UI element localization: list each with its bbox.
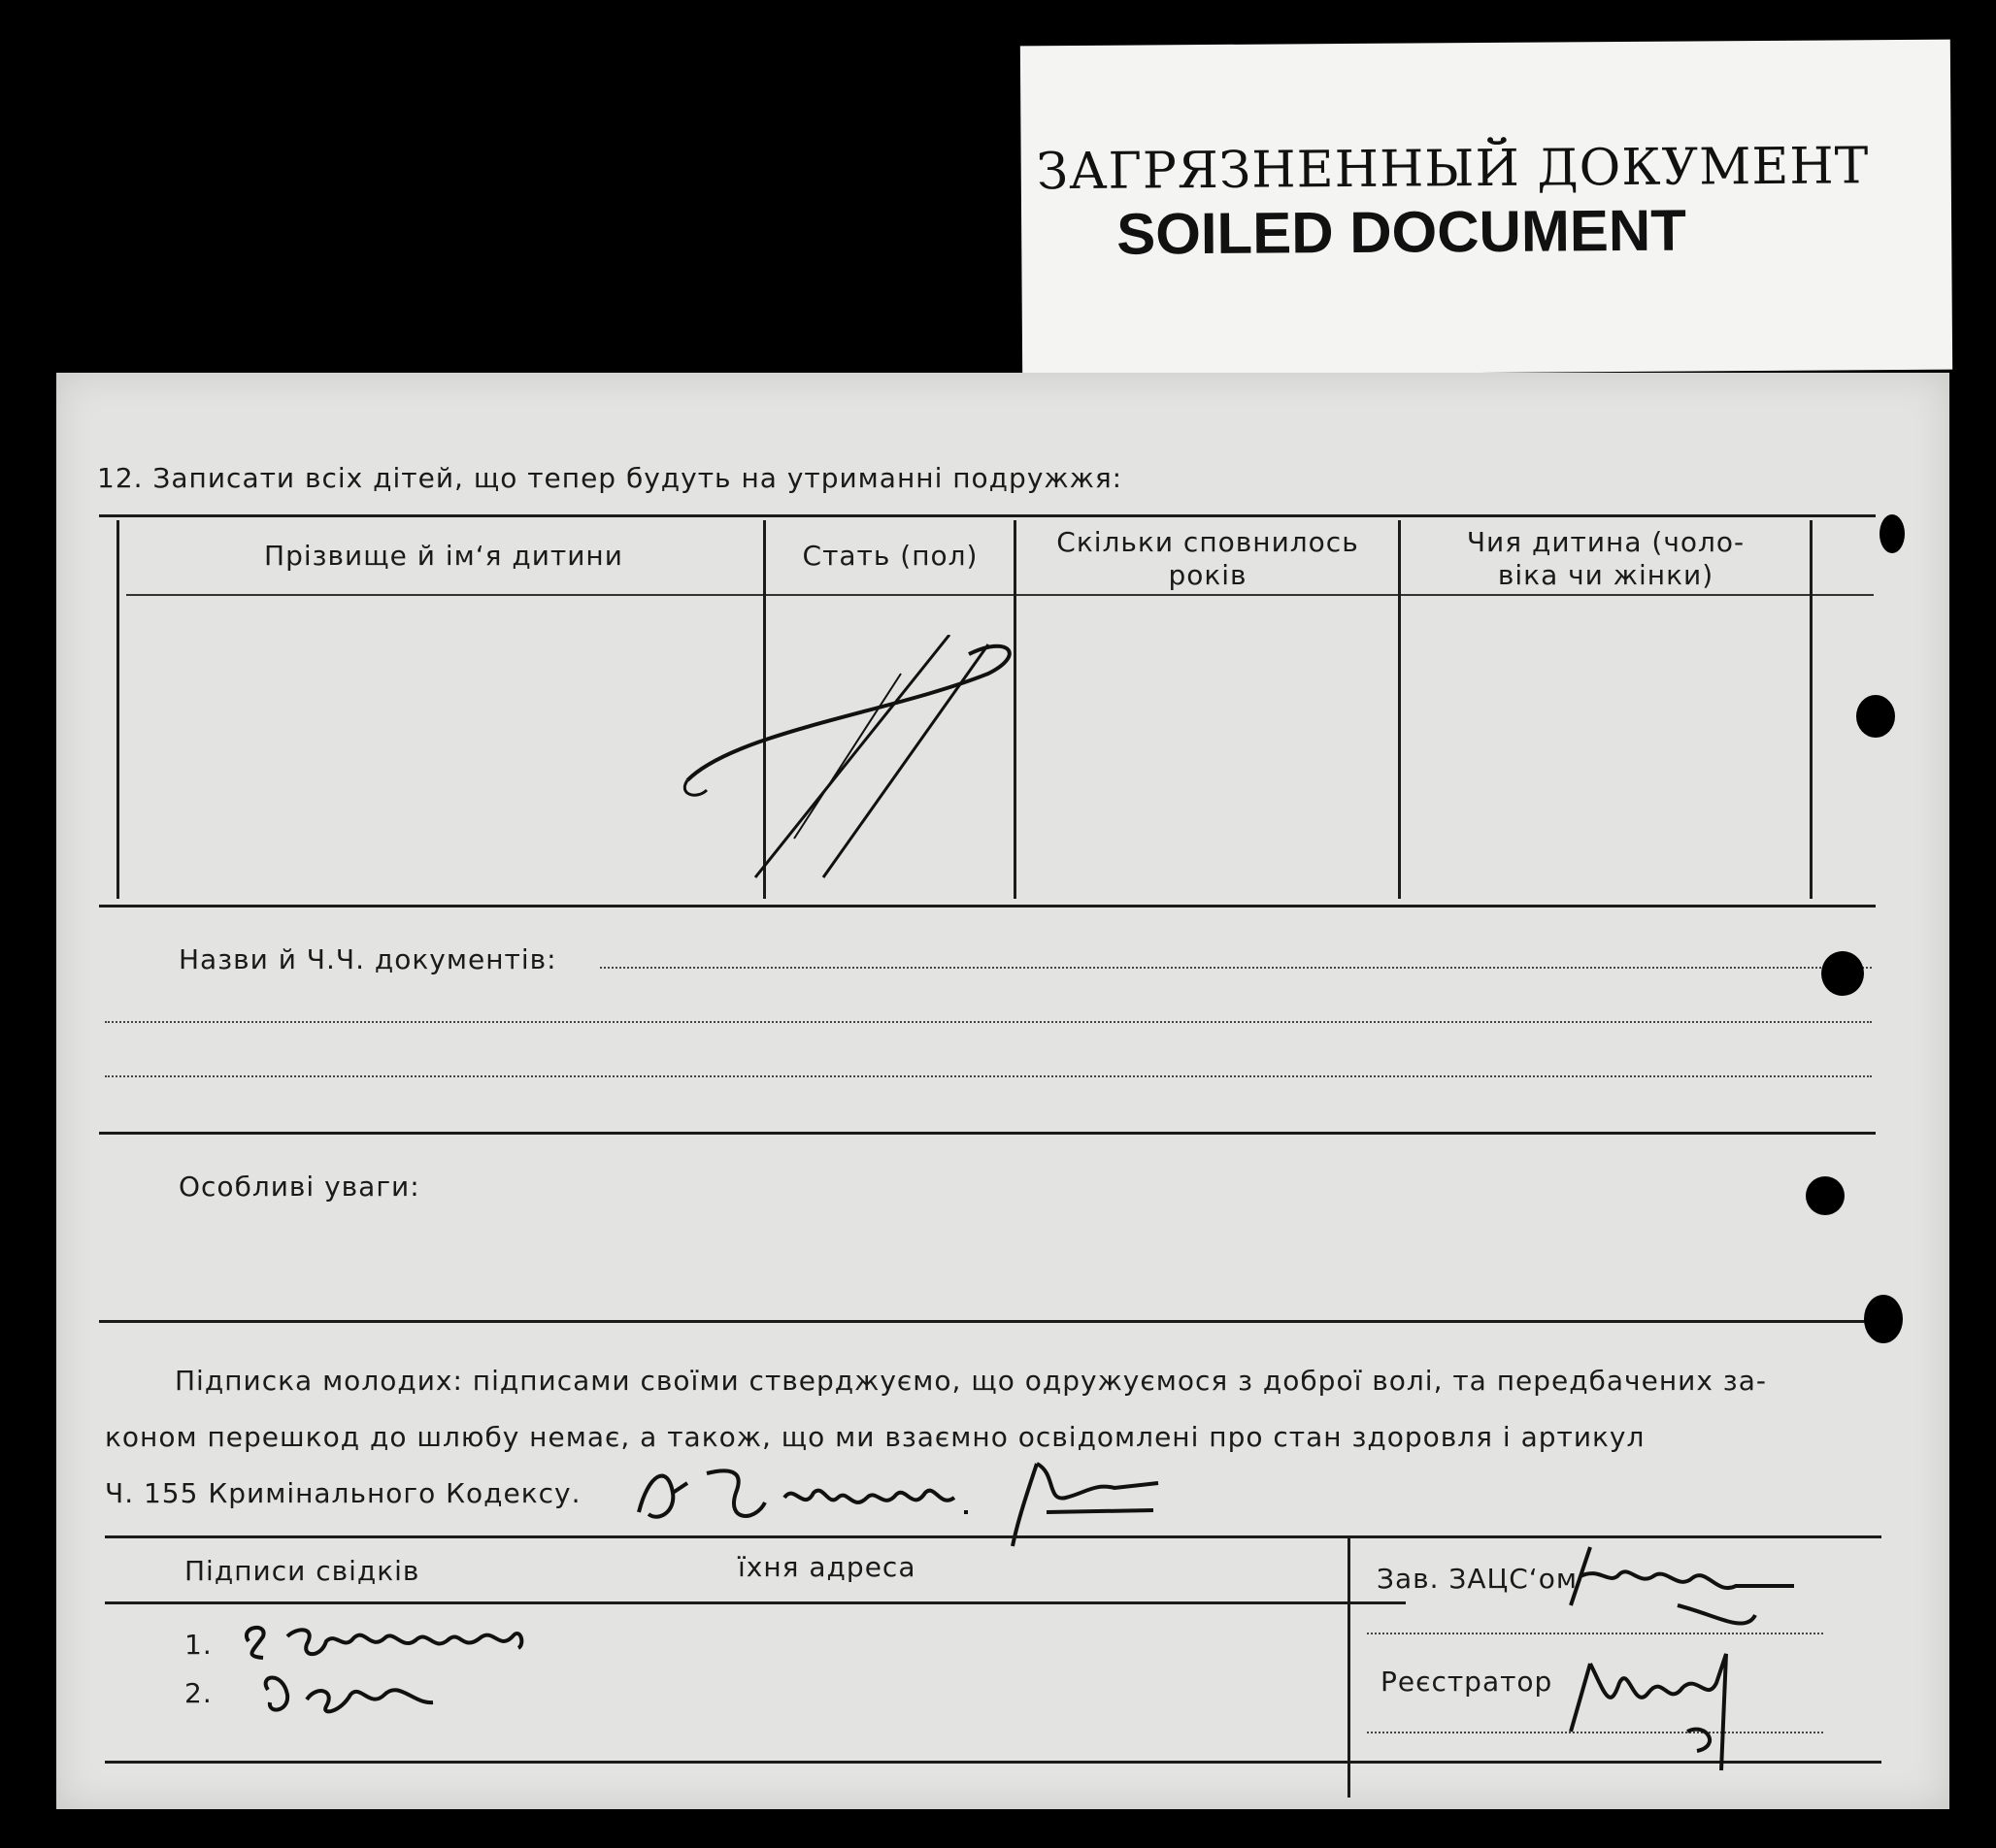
officials-box-left-border <box>1347 1535 1350 1798</box>
paper-damage-hole <box>1880 514 1905 553</box>
marriage-form-sheet <box>56 373 1949 1809</box>
table-top-rule <box>99 514 1876 517</box>
section-12-heading: 12. Записати всіх дітей, що тепер будуть на утриманні подружжя: <box>97 462 1123 494</box>
witness-signatures <box>229 1598 695 1733</box>
documents-bottom-rule <box>99 1132 1876 1135</box>
paper-damage-hole <box>1864 1295 1903 1343</box>
remarks-bottom-rule <box>99 1320 1876 1323</box>
soiled-document-label <box>1020 40 1952 377</box>
table-bottom-rule <box>99 905 1876 908</box>
label-title-russian: ЗАГРЯЗНЕННЫЙ ДОКУМЕНТ <box>1036 137 1870 202</box>
witnesses-label: Підписи свідків <box>184 1555 420 1587</box>
head-of-office-label: Зав. ЗАЦС‘ом <box>1377 1563 1578 1595</box>
registrar-label: Реєстратор <box>1381 1666 1553 1698</box>
witness-1-number: 1. <box>184 1629 213 1661</box>
officials-signatures <box>1551 1537 1881 1790</box>
witness-2-number: 2. <box>184 1677 213 1709</box>
table-right-border <box>1810 520 1813 899</box>
paper-damage-hole <box>1856 695 1895 738</box>
column-header-sex: Стать (пол) <box>802 540 979 572</box>
column-header-name: Прізвище й ім‘я дитини <box>264 540 623 572</box>
documents-fill-line <box>600 967 1872 969</box>
declaration-line-2: коном перешкод до шлюбу немає, а також, що ми взаємно освідомлені про стан здоровля і артикул <box>105 1421 1646 1453</box>
column-header-whose-line2: віка чи жінки) <box>1497 559 1714 591</box>
cancellation-strike-mark <box>658 635 1105 887</box>
documents-fill-line <box>105 1021 1872 1023</box>
column-header-whose-line1: Чия дитина (чоло- <box>1466 526 1746 558</box>
table-column-divider <box>1398 520 1401 899</box>
table-left-border <box>116 520 119 899</box>
column-header-age-line1: Скільки сповнилось <box>1056 526 1359 558</box>
table-header-rule <box>126 594 1874 596</box>
address-label: їхня адреса <box>738 1551 916 1583</box>
column-header-age-line2: років <box>1168 559 1248 591</box>
paper-damage-hole <box>1821 951 1864 996</box>
declaration-line-1: Підписка молодих: підписами своїми стверджуємо, що одружуємося з доброї волі, та передбачених за- <box>175 1365 1767 1397</box>
paper-damage-hole <box>1806 1176 1845 1215</box>
documents-label: Назви й Ч.Ч. документів: <box>179 943 557 975</box>
remarks-label: Особливі уваги: <box>179 1171 420 1203</box>
documents-fill-line <box>105 1075 1872 1077</box>
label-title-english: SOILED DOCUMENT <box>1115 197 1687 267</box>
declaration-line-3: Ч. 155 Кримінального Кодексу. <box>105 1477 582 1509</box>
